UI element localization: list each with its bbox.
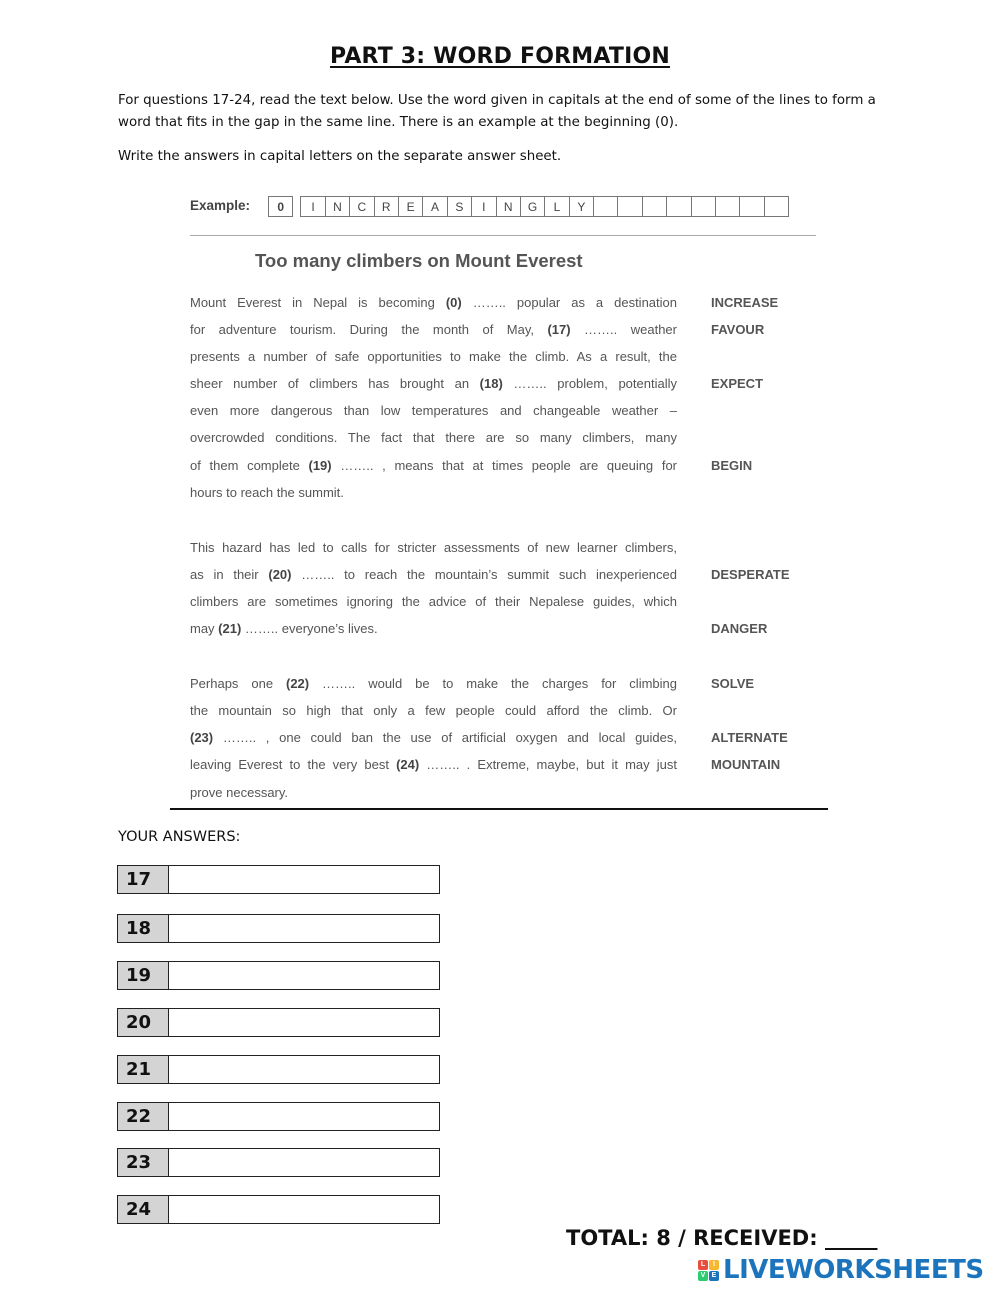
text-line bbox=[190, 594, 677, 609]
total-score: TOTAL: 8 / RECEIVED: _____ bbox=[566, 1226, 878, 1250]
keyword: FAVOUR bbox=[711, 322, 765, 337]
example-letter-cell: A bbox=[422, 196, 447, 217]
answer-row-22 bbox=[117, 1102, 440, 1131]
example-letter-cell: R bbox=[374, 196, 399, 217]
answer-number: 17 bbox=[118, 866, 169, 893]
text-segment: This hazard has led to calls for stricter assessments of new learner climbers, bbox=[190, 540, 677, 555]
answer-row-17 bbox=[117, 865, 440, 894]
text-line bbox=[190, 485, 677, 500]
instructions-text: For questions 17-24, read the text below. Use the word given in capitals at the end of some of the lines to form a word that fits in the gap in the same line. There is an example at the beginning (0). bbox=[118, 93, 876, 130]
text-segment: of them complete bbox=[190, 458, 309, 473]
text-segment: Perhaps one bbox=[190, 676, 286, 691]
example-letter-cell: L bbox=[544, 196, 569, 217]
text-segment: for adventure tourism. During the month of May, bbox=[190, 322, 548, 337]
text-line bbox=[190, 430, 677, 445]
answer-row-21 bbox=[117, 1055, 440, 1084]
example-letter-cell bbox=[593, 196, 618, 217]
answer-input-22[interactable] bbox=[169, 1103, 439, 1130]
gap-number: (21) bbox=[218, 621, 242, 636]
example-letter-cell: I bbox=[471, 196, 496, 217]
answer-input-21[interactable] bbox=[169, 1056, 439, 1083]
answer-row-24 bbox=[117, 1195, 440, 1224]
text-line bbox=[190, 785, 677, 800]
answers-label: YOUR ANSWERS: bbox=[118, 829, 241, 845]
text-segment: hours to reach the summit. bbox=[190, 485, 344, 500]
text-segment: overcrowded conditions. The fact that there are so many climbers, many bbox=[190, 430, 677, 445]
divider bbox=[190, 235, 816, 236]
gap-number: (18) bbox=[479, 376, 503, 391]
example-letter-cell: Y bbox=[569, 196, 594, 217]
text-line bbox=[190, 540, 677, 555]
keyword: DESPERATE bbox=[711, 567, 790, 582]
answer-input-20[interactable] bbox=[169, 1009, 439, 1036]
example-letter-cell bbox=[666, 196, 691, 217]
answer-number: 23 bbox=[118, 1149, 169, 1176]
text-segment: Mount Everest in Nepal is becoming bbox=[190, 295, 446, 310]
gap-number: (23) bbox=[190, 730, 214, 745]
example-letter-cell: E bbox=[398, 196, 423, 217]
answer-row-20 bbox=[117, 1008, 440, 1037]
answer-row-19 bbox=[117, 961, 440, 990]
example-letter-cell: I bbox=[300, 196, 325, 217]
text-segment: presents a number of safe opportunities to make the climb. As a result, the bbox=[190, 349, 677, 364]
gap-number: (0) bbox=[445, 295, 462, 310]
bottom-divider bbox=[170, 808, 828, 810]
text-line bbox=[190, 458, 677, 473]
example-answer-grid bbox=[268, 196, 789, 219]
liveworksheets-icon bbox=[698, 1260, 719, 1281]
text-segment: …….. , means that at times people are queuing for bbox=[331, 458, 678, 473]
answer-number: 18 bbox=[118, 915, 169, 942]
logo-tile: E bbox=[709, 1271, 719, 1281]
logo-tile: I bbox=[709, 1260, 719, 1270]
gap-number: (17) bbox=[547, 322, 571, 337]
keyword: ALTERNATE bbox=[711, 730, 788, 745]
answer-input-19[interactable] bbox=[169, 962, 439, 989]
example-letter-cell bbox=[642, 196, 667, 217]
example-letter-cell: C bbox=[349, 196, 374, 217]
text-segment: may bbox=[190, 621, 219, 636]
text-line bbox=[190, 703, 677, 718]
example-letter-cell bbox=[715, 196, 740, 217]
keyword: MOUNTAIN bbox=[711, 757, 781, 772]
page-title: PART 3: WORD FORMATION bbox=[330, 44, 670, 69]
example-label: Example: bbox=[190, 198, 251, 213]
text-segment: leaving Everest to the very best bbox=[190, 757, 397, 772]
example-letter-cell: N bbox=[325, 196, 350, 217]
text-segment: the mountain so high that only a few people could afford the climb. Or bbox=[190, 703, 677, 718]
keyword: BEGIN bbox=[711, 458, 753, 473]
answer-number: 19 bbox=[118, 962, 169, 989]
text-line bbox=[190, 295, 677, 310]
keyword: EXPECT bbox=[711, 376, 764, 391]
example-letter-cell: N bbox=[496, 196, 521, 217]
text-line bbox=[190, 676, 677, 691]
text-line bbox=[190, 322, 677, 337]
text-segment: sheer number of climbers has brought an bbox=[190, 376, 480, 391]
text-segment: …….. weather bbox=[570, 322, 677, 337]
answer-row-18 bbox=[117, 914, 440, 943]
logo-tile: V bbox=[698, 1271, 708, 1281]
logo-tile: L bbox=[698, 1260, 708, 1270]
text-line bbox=[190, 621, 677, 636]
example-letter-cell bbox=[691, 196, 716, 217]
text-line bbox=[190, 349, 677, 364]
example-number-cell: 0 bbox=[268, 196, 293, 217]
example-letter-cell: S bbox=[447, 196, 472, 217]
example-letter-cell bbox=[739, 196, 764, 217]
example-letter-cell bbox=[617, 196, 642, 217]
keyword: DANGER bbox=[711, 621, 768, 636]
answer-input-17[interactable] bbox=[169, 866, 439, 893]
example-letter-cell bbox=[764, 196, 789, 217]
text-line bbox=[190, 730, 677, 745]
answer-sheet-note: Write the answers in capital letters on the separate answer sheet. bbox=[118, 149, 562, 164]
gap-number: (22) bbox=[285, 676, 310, 691]
text-segment: …….. . Extreme, maybe, but it may just bbox=[419, 757, 678, 772]
answer-input-24[interactable] bbox=[169, 1196, 439, 1223]
example-letter-cell: G bbox=[520, 196, 545, 217]
text-segment: …….. would be to make the charges for climbing bbox=[309, 676, 677, 691]
answer-number: 21 bbox=[118, 1056, 169, 1083]
text-segment: …….. problem, potentially bbox=[502, 376, 677, 391]
text-line bbox=[190, 376, 677, 391]
text-segment: …….. to reach the mountain’s summit such inexperienced bbox=[291, 567, 677, 582]
text-segment: …….. everyone’s lives. bbox=[241, 621, 378, 636]
text-line bbox=[190, 403, 677, 418]
gap-number: (24) bbox=[396, 757, 420, 772]
liveworksheets-logo bbox=[698, 1255, 984, 1285]
answer-row-23 bbox=[117, 1148, 440, 1177]
text-segment: …….. , one could ban the use of artificial oxygen and local guides, bbox=[213, 730, 677, 745]
gap-number: (19) bbox=[308, 458, 332, 473]
text-line bbox=[190, 567, 677, 582]
answer-number: 24 bbox=[118, 1196, 169, 1223]
text-segment: …….. popular as a destination bbox=[461, 295, 677, 310]
answer-input-23[interactable] bbox=[169, 1149, 439, 1176]
answer-input-18[interactable] bbox=[169, 915, 439, 942]
text-title: Too many climbers on Mount Everest bbox=[255, 250, 583, 271]
text-segment: climbers are sometimes ignoring the advice of their Nepalese guides, which bbox=[190, 594, 677, 609]
text-segment: even more dangerous than low temperatures and changeable weather – bbox=[190, 403, 677, 418]
answer-number: 20 bbox=[118, 1009, 169, 1036]
answer-number: 22 bbox=[118, 1103, 169, 1130]
keyword: SOLVE bbox=[711, 676, 755, 691]
text-line bbox=[190, 757, 677, 772]
text-segment: prove necessary. bbox=[190, 785, 289, 800]
logo-text: LIVEWORKSHEETS bbox=[723, 1255, 984, 1285]
text-segment: as in their bbox=[190, 567, 269, 582]
keyword: INCREASE bbox=[711, 295, 779, 310]
gap-number: (20) bbox=[268, 567, 292, 582]
